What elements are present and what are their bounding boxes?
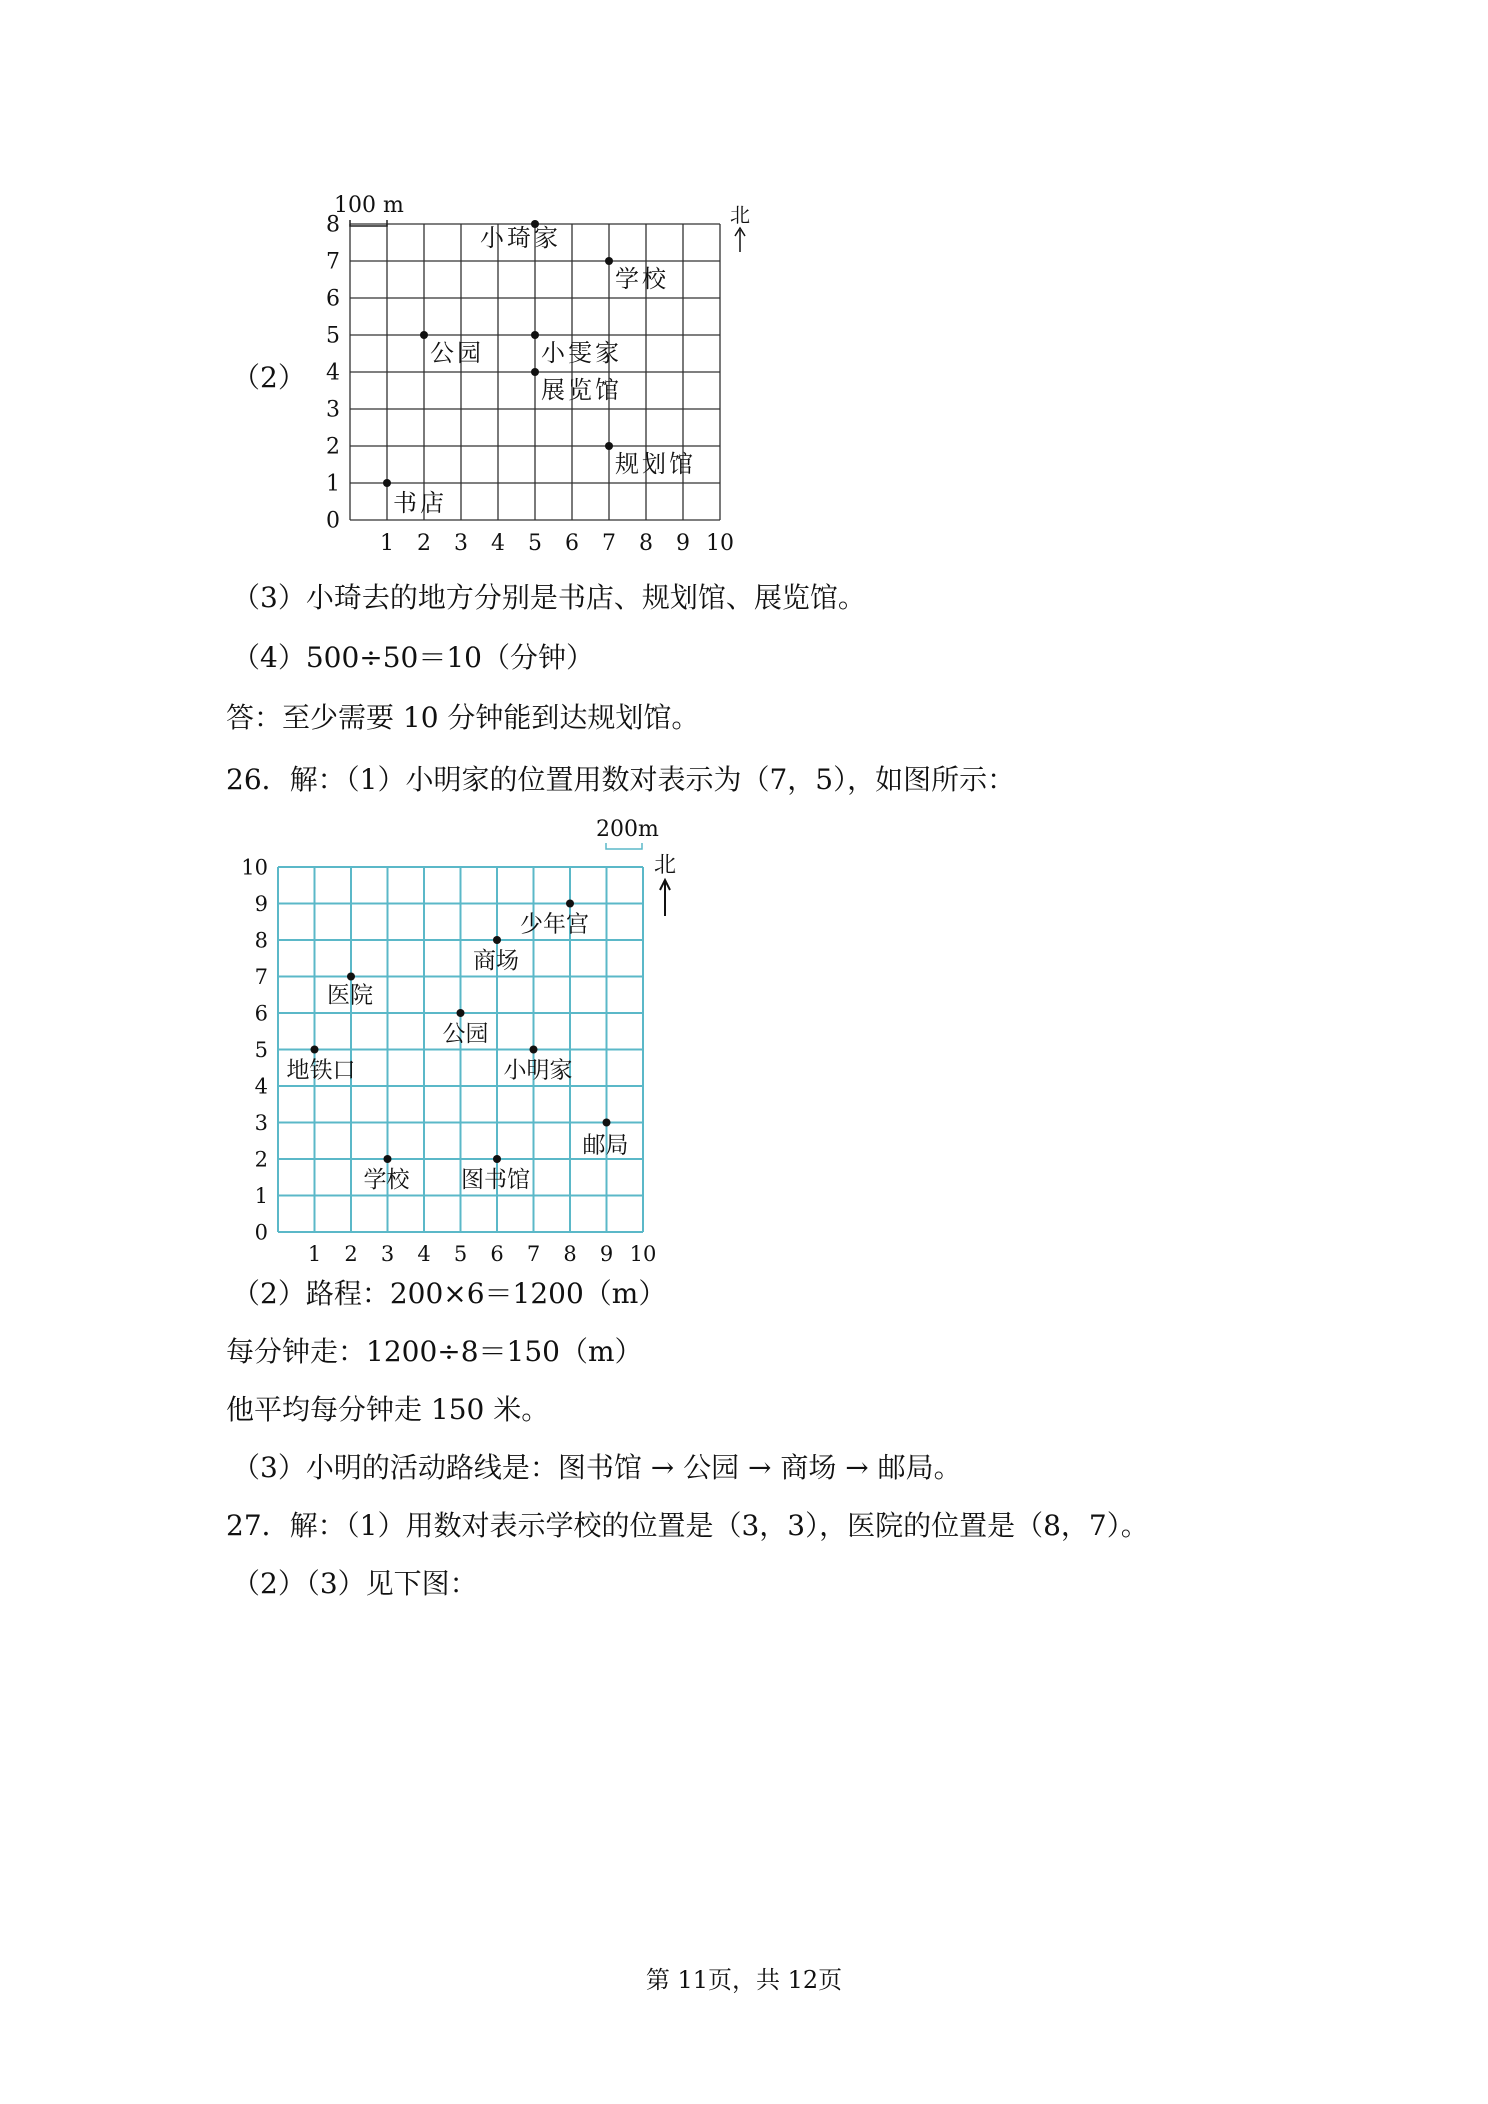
location-label: 小明家 xyxy=(503,1057,573,1084)
location-dot xyxy=(605,257,613,265)
y-tick-label: 5 xyxy=(254,1037,268,1062)
x-tick-label: 8 xyxy=(563,1242,577,1266)
y-tick-label: 4 xyxy=(326,360,340,386)
location-label: 邮局 xyxy=(582,1132,629,1159)
y-tick-label: 2 xyxy=(326,434,340,460)
coordinate-map-2 xyxy=(230,817,690,1266)
map1-north-arrow xyxy=(730,203,750,252)
x-tick-label: 3 xyxy=(454,531,468,556)
location-dot xyxy=(605,442,613,450)
y-tick-label: 6 xyxy=(254,1001,268,1026)
location-label: 学校 xyxy=(363,1167,410,1193)
location-label: 少年宫 xyxy=(520,911,589,938)
q27-part23: （2）（3）见下图： xyxy=(232,1567,478,1600)
x-tick-label: 9 xyxy=(676,531,690,556)
location-label: 书店 xyxy=(393,489,447,517)
x-tick-label: 10 xyxy=(706,531,734,556)
y-tick-label: 1 xyxy=(326,471,340,497)
location-label: 地铁口 xyxy=(286,1057,356,1084)
x-tick-label: 10 xyxy=(629,1242,657,1266)
map2-north-arrow xyxy=(654,853,676,916)
y-tick-label: 0 xyxy=(254,1220,268,1245)
map2-points xyxy=(287,900,629,1194)
location-label: 公园 xyxy=(430,339,484,367)
location-dot xyxy=(457,1009,465,1017)
x-tick-label: 1 xyxy=(380,531,394,556)
location-dot xyxy=(347,973,355,981)
map1-scale xyxy=(334,193,404,226)
location-label: 展览馆 xyxy=(541,376,622,404)
location-dot xyxy=(493,1155,501,1163)
location-label: 规划馆 xyxy=(615,450,696,478)
q26-average: 他平均每分钟走 150 米。 xyxy=(226,1393,550,1426)
q26-per-minute: 每分钟走：1200÷8＝150（m） xyxy=(226,1335,643,1368)
y-tick-label: 0 xyxy=(326,508,340,534)
y-tick-label: 7 xyxy=(254,964,268,989)
map2-scale xyxy=(596,817,659,849)
map1-points xyxy=(383,220,696,517)
y-tick-label: 2 xyxy=(254,1147,268,1172)
location-label: 医院 xyxy=(327,982,373,1009)
x-tick-label: 4 xyxy=(491,531,505,556)
location-dot xyxy=(311,1046,319,1054)
location-label: 学校 xyxy=(615,265,669,293)
x-tick-label: 5 xyxy=(453,1242,468,1266)
x-tick-label: 6 xyxy=(565,531,579,556)
location-dot xyxy=(603,1119,611,1127)
location-label: 商场 xyxy=(473,948,519,974)
x-tick-label: 2 xyxy=(344,1242,358,1266)
map1-scale-label: 100 m xyxy=(334,193,404,218)
x-tick-label: 8 xyxy=(639,531,653,556)
y-tick-label: 9 xyxy=(254,891,268,916)
x-tick-label: 5 xyxy=(528,531,542,556)
y-tick-label: 7 xyxy=(326,249,340,275)
y-tick-label: 5 xyxy=(326,323,340,349)
location-dot xyxy=(420,331,428,339)
x-tick-label: 3 xyxy=(380,1242,395,1266)
x-tick-label: 1 xyxy=(307,1242,322,1266)
y-tick-label: 4 xyxy=(254,1074,268,1099)
y-tick-label: 1 xyxy=(254,1183,268,1208)
location-dot xyxy=(530,1046,538,1054)
map2-scale-label: 200m xyxy=(596,817,659,842)
q27-intro: 27．解：（1）用数对表示学校的位置是（3，3），医院的位置是（8，7）。 xyxy=(226,1509,1149,1542)
q26-part3: （3）小明的活动路线是：图书馆 → 公园 → 商场 → 邮局。 xyxy=(232,1451,962,1484)
location-dot xyxy=(566,900,574,908)
location-label: 公园 xyxy=(442,1021,489,1047)
x-tick-label: 9 xyxy=(599,1242,614,1266)
q26-intro: 26．解：（1）小明家的位置用数对表示为（7，5），如图所示： xyxy=(226,763,1016,796)
y-tick-label: 6 xyxy=(326,286,340,312)
location-label: 小琦家 xyxy=(480,224,561,252)
y-tick-label: 8 xyxy=(254,928,268,953)
y-tick-label: 10 xyxy=(241,855,268,880)
y-tick-label: 3 xyxy=(326,397,340,423)
map1-north-label: 北 xyxy=(730,203,750,227)
location-dot xyxy=(383,479,391,487)
location-label: 小雯家 xyxy=(541,339,622,367)
part-2-label: （2） xyxy=(232,361,306,394)
x-tick-label: 4 xyxy=(417,1242,431,1266)
q25-part3: （3）小琦去的地方分别是书店、规划馆、展览馆。 xyxy=(232,581,866,614)
q25-answer: 答：至少需要 10 分钟能到达规划馆。 xyxy=(226,701,700,734)
x-tick-label: 7 xyxy=(526,1242,541,1266)
location-dot xyxy=(531,331,539,339)
map2-north-label: 北 xyxy=(654,853,677,878)
page-footer: 第 11页，共 12页 xyxy=(645,1966,843,1994)
x-tick-label: 6 xyxy=(490,1242,504,1266)
location-dot xyxy=(384,1155,392,1163)
q25-part4: （4）500÷50＝10（分钟） xyxy=(232,641,594,674)
coordinate-map-1 xyxy=(320,190,840,560)
x-tick-label: 7 xyxy=(602,531,616,556)
location-dot xyxy=(493,936,501,944)
location-dot xyxy=(531,368,539,376)
y-tick-label: 3 xyxy=(254,1110,268,1135)
q26-part2: （2）路程：200×6＝1200（m） xyxy=(232,1277,667,1310)
x-tick-label: 2 xyxy=(417,531,431,556)
location-label: 图书馆 xyxy=(461,1167,530,1193)
y-tick-label: 8 xyxy=(326,212,340,238)
